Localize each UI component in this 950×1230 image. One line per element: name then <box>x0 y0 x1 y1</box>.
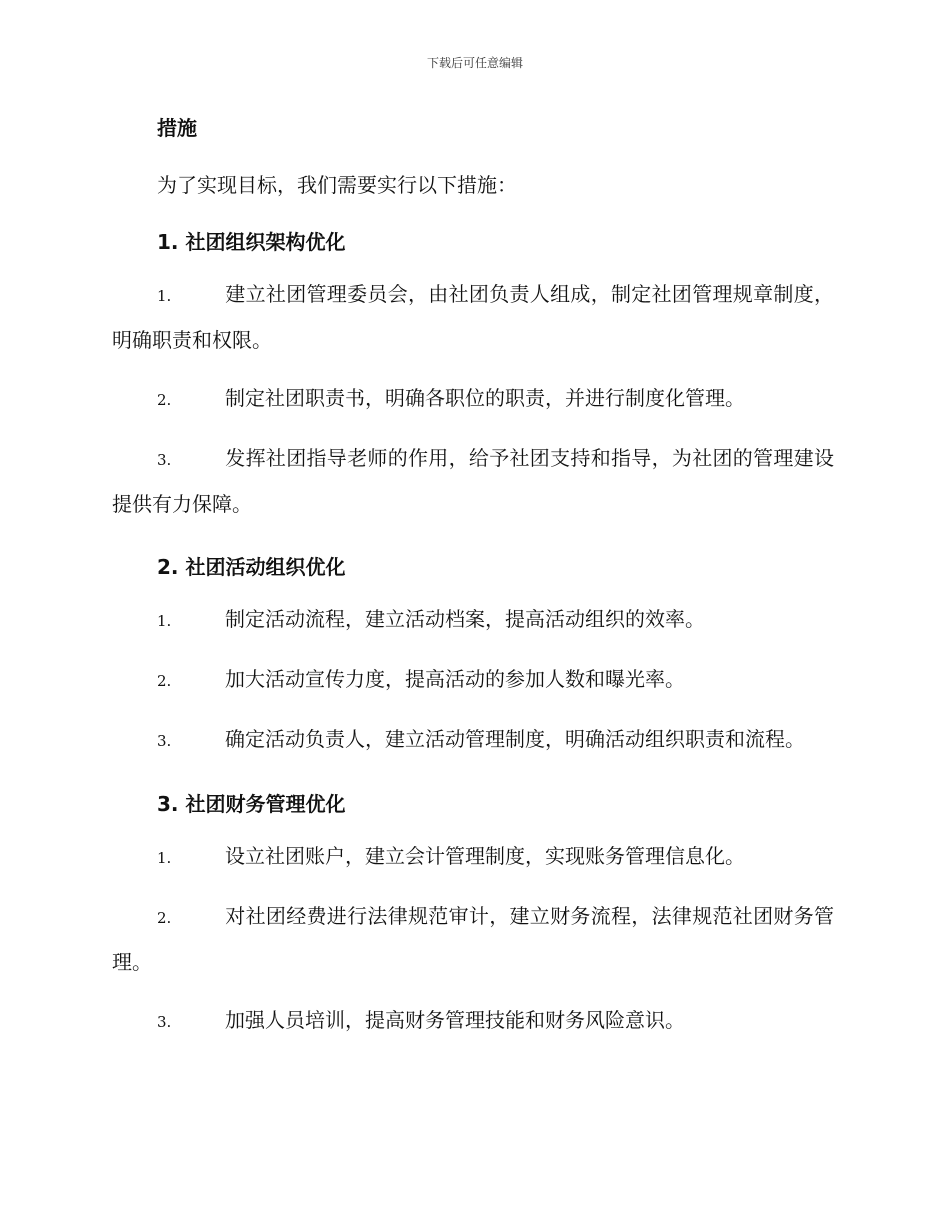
list-item-text: 加大活动宣传力度，提高活动的参加人数和曝光率。 <box>225 667 685 691</box>
list-item-number: 3. <box>157 1013 172 1031</box>
list-item <box>112 657 834 703</box>
section-list-3 <box>112 834 834 1044</box>
list-item-text: 建立社团管理委员会，由社团负责人组成，制定社团管理规章制度，明确职责和权限。 <box>112 282 834 352</box>
section-list-2 <box>112 597 834 763</box>
list-item-text: 制定社团职责书，明确各职位的职责，并进行制度化管理。 <box>225 386 745 410</box>
section-heading-1: 1. 社团组织架构优化 <box>157 230 346 254</box>
list-item-number: 1. <box>157 612 172 630</box>
list-item-text: 制定活动流程，建立活动档案，提高活动组织的效率。 <box>225 607 705 631</box>
list-item-text: 确定活动负责人，建立活动管理制度，明确活动组织职责和流程。 <box>225 727 805 751</box>
header-note: 下载后可任意编辑 <box>426 56 523 70</box>
list-item <box>112 272 834 362</box>
list-item-number: 2. <box>157 909 172 927</box>
section-heading-2: 2. 社团活动组织优化 <box>157 555 346 579</box>
list-item-text: 对社团经费进行法律规范审计，建立财务流程，法律规范社团财务管理。 <box>112 904 834 974</box>
list-item <box>112 998 834 1044</box>
list-item-number: 2. <box>157 672 172 690</box>
list-item-number: 2. <box>157 391 172 409</box>
document-title: 措施 <box>157 116 197 140</box>
list-item <box>112 597 834 643</box>
section-heading-3: 3. 社团财务管理优化 <box>157 792 346 816</box>
list-item <box>112 376 834 422</box>
list-item-text: 发挥社团指导老师的作用，给予社团支持和指导，为社团的管理建设提供有力保障。 <box>112 446 834 516</box>
list-item <box>112 894 834 984</box>
section-list-1 <box>112 272 834 526</box>
list-item-text: 加强人员培训，提高财务管理技能和财务风险意识。 <box>225 1008 685 1032</box>
list-item-text: 设立社团账户，建立会计管理制度，实现账务管理信息化。 <box>225 844 745 868</box>
list-item <box>112 834 834 880</box>
intro-paragraph: 为了实现目标，我们需要实行以下措施： <box>157 173 517 197</box>
list-item <box>112 717 834 763</box>
list-item-number: 1. <box>157 849 172 867</box>
list-item <box>112 436 834 526</box>
list-item-number: 1. <box>157 287 172 305</box>
document-body <box>112 112 834 1044</box>
list-item-number: 3. <box>157 451 172 469</box>
list-item-number: 3. <box>157 732 172 750</box>
